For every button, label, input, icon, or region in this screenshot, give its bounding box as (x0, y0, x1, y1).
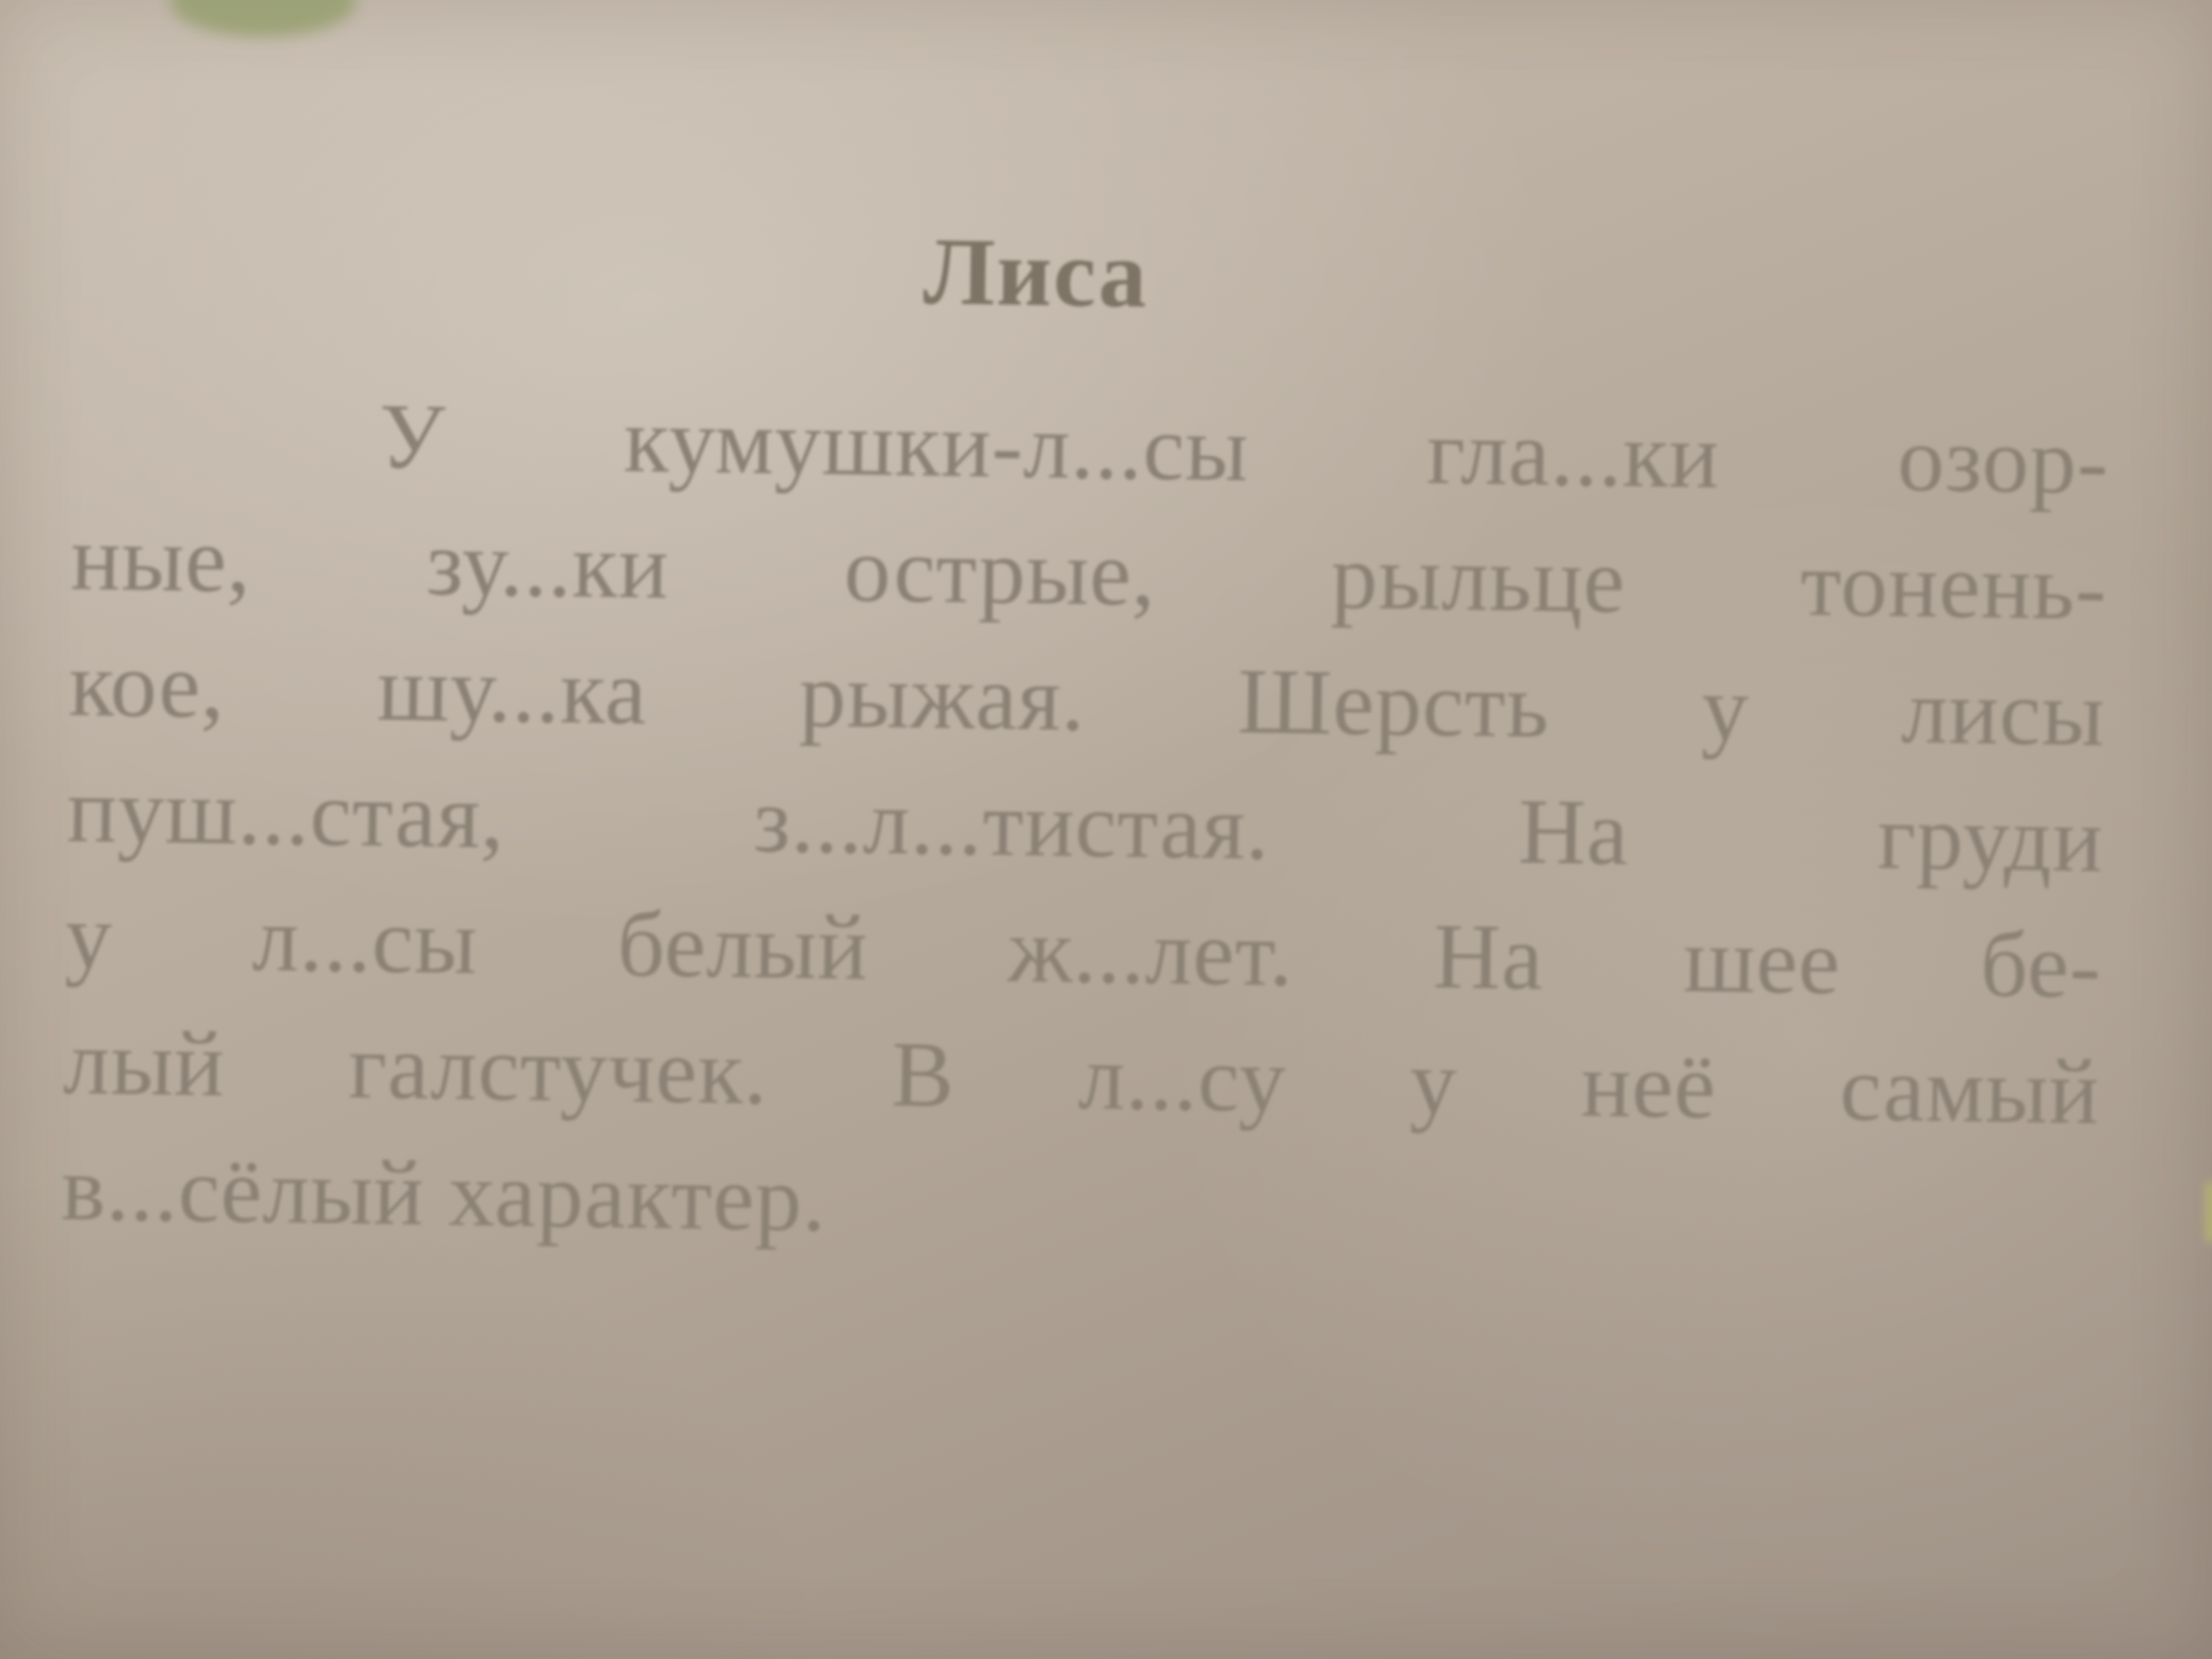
green-object-at-top-edge (171, 0, 355, 37)
right-edge-sliver (2205, 1181, 2212, 1243)
text-line: лый галстучек. В л...су у неё самый (62, 1009, 2101, 1144)
text-line: пуш...стая, з...л...тистая. На груди (66, 757, 2104, 892)
exercise-text-block (60, 210, 2112, 1281)
text-line: в...сёлый характер. (60, 1135, 827, 1251)
text-line: кое, шу...ка рыжая. Шерсть у лисы (68, 631, 2106, 766)
text-line: У кумушки-л...сы гла...ки озор- (377, 384, 2110, 514)
text-line: у л...сы белый ж...лет. На шее бе- (64, 883, 2102, 1018)
exercise-title: Лиса (922, 217, 1149, 328)
exercise-paragraph (60, 369, 2110, 1281)
text-line: ные, зу...ки острые, рыльце тонень- (70, 505, 2108, 640)
